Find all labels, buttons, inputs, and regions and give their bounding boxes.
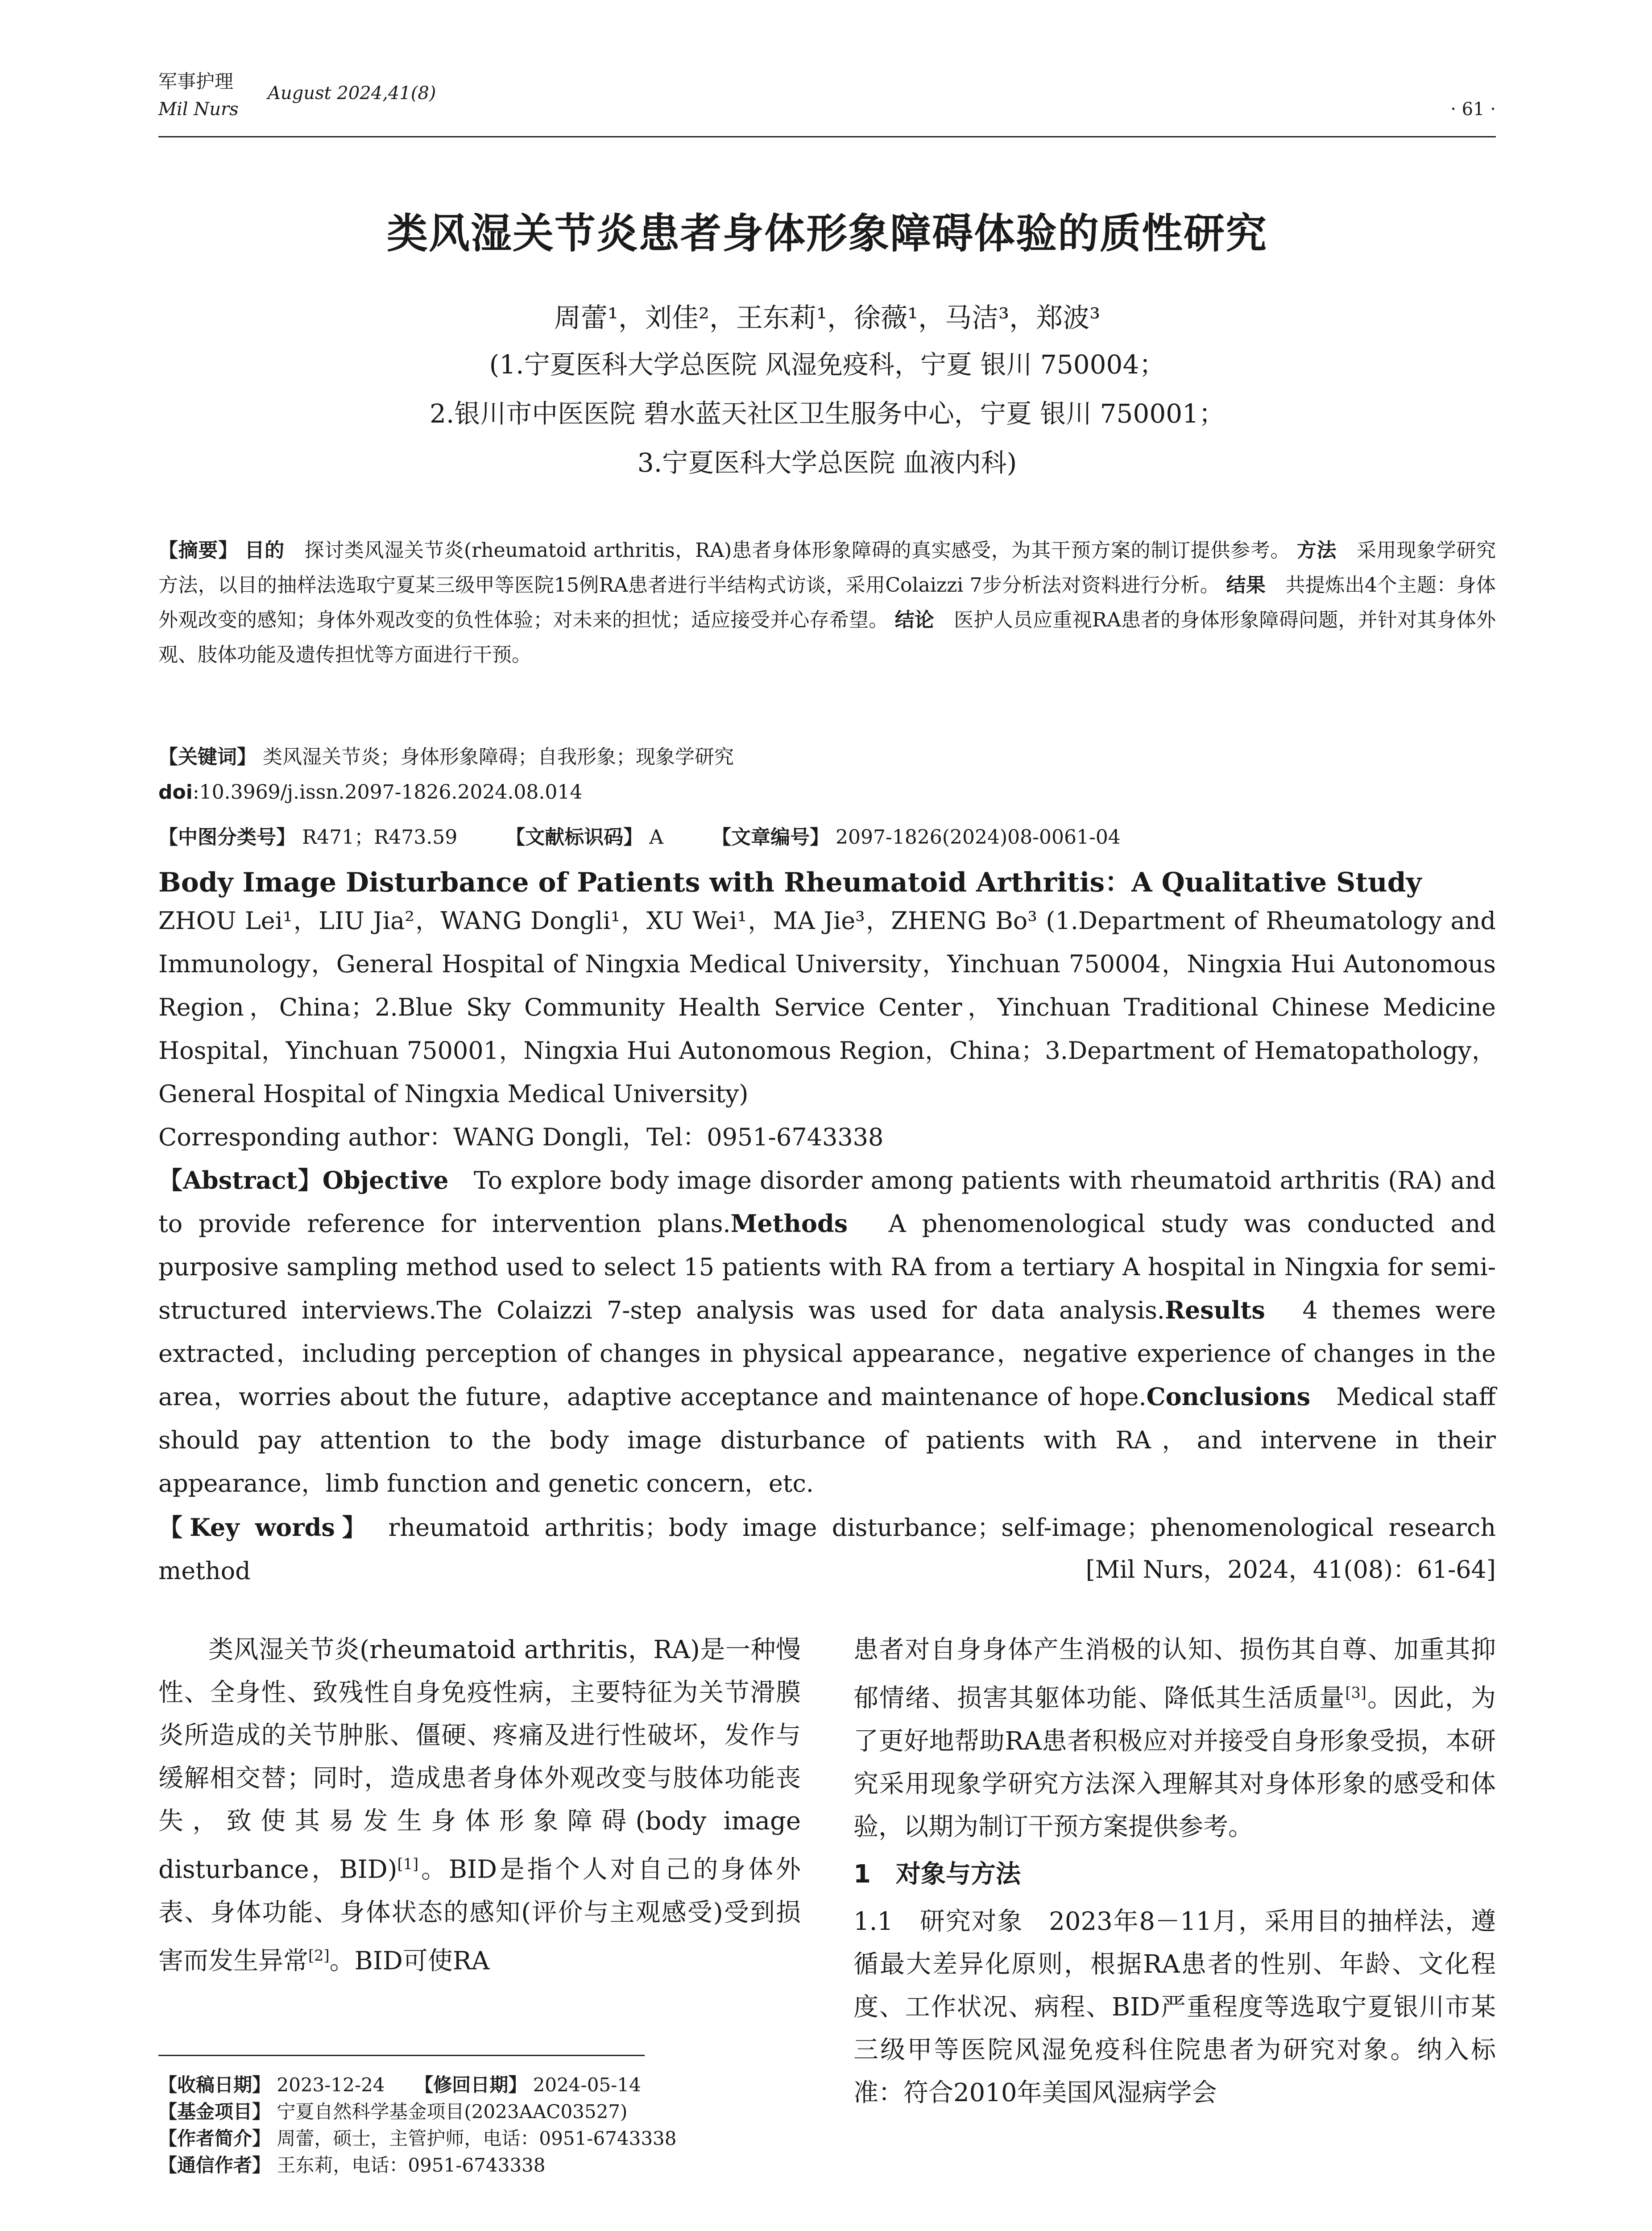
keywords-cn: [158, 741, 734, 769]
keywords-en-label: 【Key words】: [158, 1513, 374, 1542]
abstract-en-label: 【Abstract】: [158, 1166, 323, 1194]
subsection-1-1: [853, 1900, 1496, 2115]
revised-date: 2024-05-14: [533, 2074, 641, 2096]
header-divider: [158, 136, 1496, 137]
methods-text: 采用现象学研究方法，以目的抽样法选取宁夏某三级甲等医院15例RA患者进行半结构式访谈，采用Colaizzi 7步分析法对资料进行分析。: [158, 539, 1496, 597]
conclusions-en-text: Medical staff should pay attention to the body image disturbance of patients with RA，and intervene in their appearance，limb function and genetic concern，etc.: [158, 1383, 1496, 1497]
doi: [158, 781, 582, 804]
intro-cont-text-2: 。因此，为了更好地帮助RA患者积极应对并接受自身形象受损，本研究采用现象学研究方法深入理解其对身体形象的感受和体验，以期为制订干预方案提供参考。: [853, 1684, 1496, 1841]
conclusions-en-label: Conclusions: [1146, 1382, 1311, 1411]
classification-line: [158, 821, 1121, 850]
intro-text-2: 。BID是指个人对自己的身体外表、身体功能、身体状态的感知(评价与主观感受)受到损害而发生异常: [158, 1855, 801, 1976]
footnote-divider: [158, 2055, 645, 2056]
footnote-fund: [158, 2097, 627, 2124]
footnote-author: [158, 2124, 677, 2151]
clc-label: 【中图分类号】: [158, 826, 296, 849]
fund-text: 宁夏自然科学基金项目(2023AAC03527): [277, 2101, 628, 2123]
doi-label: doi: [158, 781, 193, 804]
footnote-dates: [158, 2070, 641, 2097]
affiliation-3: 3.宁夏医科大学总医院 血液内科): [637, 448, 1017, 478]
intro-text-1: 类风湿关节炎(rheumatoid arthritis，RA)是一种慢性、全身性、致残性自身免疫性病，主要特征为关节滑膜炎所造成的关节肿胀、僵硬、疼痛及进行性破坏，发作与缓解相交替；同时，造成患者身体外观改变与肢体功能丧失，致使其易发生身体形象障碍(body image disturbance，BID): [158, 1635, 801, 1884]
corresponding-label: 【通信作者】: [158, 2154, 271, 2176]
received-date: 2023-12-24: [277, 2074, 385, 2096]
conclusions-text: 医护人员应重视RA患者的身体形象障碍问题，并针对其身体外观、肢体功能及遗传担忧等方面进行干预。: [158, 609, 1496, 666]
paper-title: 类风湿关节炎患者身体形象障碍体验的质性研究: [386, 210, 1267, 257]
affiliation-1: (1.宁夏医科大学总医院 风湿免疫科，宁夏 银川 750004；: [489, 349, 1165, 380]
ref-2[interactable]: [2]: [308, 1946, 330, 1964]
author-bio-label: 【作者简介】: [158, 2127, 271, 2149]
keywords-en-text: rheumatoid arthritis；body image disturbance；self-image；phenomenological research method: [158, 1514, 1496, 1585]
results-text: 共提炼出4个主题：身体外观改变的感知；身体外观改变的负性体验；对未来的担忧；适应接受并心存希望。: [158, 574, 1496, 631]
methods-en-label: Methods: [730, 1209, 848, 1238]
corresponding-author: Corresponding author：WANG Dongli，Tel：0951-6743338: [158, 1123, 884, 1151]
body-right-column: [853, 1629, 1496, 2115]
page-number: · 61 ·: [1450, 99, 1496, 120]
intro-paragraph: [158, 1629, 801, 1982]
results-label: 结果: [1226, 574, 1266, 597]
subsection-1-1-label: 1.1 研究对象: [853, 1907, 1023, 1936]
affiliation-2: 2.银川市中医医院 碧水蓝天社区卫生服务中心，宁夏 银川 750001；: [429, 398, 1225, 429]
fund-label: 【基金项目】: [158, 2101, 271, 2123]
author-bio-text: 周蕾，硕士，主管护师，电话：0951-6743338: [277, 2127, 677, 2149]
keywords-text: 类风湿关节炎；身体形象障碍；自我形象；现象学研究: [263, 746, 734, 768]
objective-en-label: Objective: [322, 1166, 449, 1194]
abstract-en: [158, 1159, 1496, 1505]
author-list: 周蕾¹，刘佳²，王东莉¹，徐薇¹，马洁³，郑波³: [554, 303, 1101, 334]
citation: [Mil Nurs，2024，41(08)：61-64]: [1085, 1555, 1496, 1584]
english-title: Body Image Disturbance of Patients with Rheumatoid Arthritis：A Qualitative Study: [158, 867, 1422, 898]
objective-label: 目的: [244, 539, 285, 562]
section-1-heading: 1 对象与方法: [853, 1859, 1021, 1889]
issue-date: August 2024,41(8): [268, 83, 436, 104]
methods-label: 方法: [1296, 539, 1337, 562]
keywords-label: 【关键词】: [158, 746, 257, 768]
results-en-label: Results: [1164, 1296, 1265, 1324]
objective-en-text: To explore body image disorder among patients with rheumatoid arthritis (RA) and to provide reference for intervention plans.: [158, 1166, 1496, 1238]
methods-en-text: A phenomenological study was conducted and purposive sampling method used to select 15 patients with RA from a tertiary A hospital in Ningxia for semi-structured interviews.The Colaizzi 7-step analysis was used for data analysis.: [158, 1210, 1496, 1324]
subsection-1-1-text: 2023年8－11月，采用目的抽样法，遵循最大差异化原则，根据RA患者的性别、年龄、文化程度、工作状况、病程、BID严重程度等选取宁夏银川市某三级甲等医院风湿免疫科住院患者为研究对象。纳入标准：符合2010年美国风湿病学会: [853, 1907, 1496, 2107]
doc-code-value: A: [649, 826, 663, 849]
footnote-corresponding: [158, 2151, 546, 2177]
article-no-label: 【文章编号】: [711, 826, 829, 849]
journal-name-en: Mil Nurs: [158, 99, 239, 120]
results-en-text: 4 themes were extracted，including perception of changes in physical appearance，negative experience of changes in the area，worries about the future，adaptive acceptance and maintenance of hope.: [158, 1296, 1496, 1411]
objective-text: 探讨类风湿关节炎(rheumatoid arthritis，RA)患者身体形象障碍的真实感受，为其干预方案的制订提供参考。: [304, 539, 1291, 562]
received-label: 【收稿日期】: [158, 2074, 271, 2096]
clc-value: R471；R473.59: [302, 826, 458, 849]
revised-label: 【修回日期】: [414, 2074, 527, 2096]
doi-text[interactable]: :10.3969/j.issn.2097-1826.2024.08.014: [192, 781, 583, 804]
doc-code-label: 【文献标识码】: [505, 826, 643, 849]
body-left-column: [158, 1629, 801, 1982]
journal-name-cn: 军事护理: [158, 70, 234, 92]
corresponding-text: 王东莉，电话：0951-6743338: [277, 2154, 546, 2176]
abstract-label: 【摘要】: [158, 539, 238, 562]
intro-continued: [853, 1629, 1496, 1849]
abstract-cn: [158, 533, 1496, 672]
article-no-value: 2097-1826(2024)08-0061-04: [835, 826, 1121, 849]
intro-text-3: 。BID可使RA: [329, 1946, 490, 1976]
ref-1[interactable]: [1]: [397, 1855, 419, 1873]
ref-3[interactable]: [3]: [1345, 1684, 1366, 1701]
intro-cont-text-1: 患者对自身身体产生消极的认知、损伤其自尊、加重其抑郁情绪、损害其躯体功能、降低其生活质量: [853, 1635, 1496, 1713]
english-authors-affiliations: ZHOU Lei¹，LIU Jia²，WANG Dongli¹，XU Wei¹，MA Jie³，ZHENG Bo³ (1.Department of Rheumatology and Immunology，General Hospital of Ningxia Medical University，Yinchuan 750004，Ningxia Hui Autonomous Region，China；2.Blue Sky Community Health Service Center，Yinchuan Traditional Chinese Medicine Hospital，Yinchuan 750001，Ningxia Hui Autonomous Region，China；3.Department of Hematopathology，General Hospital of Ningxia Medical University): [158, 907, 1496, 1108]
conclusions-label: 结论: [894, 609, 935, 631]
